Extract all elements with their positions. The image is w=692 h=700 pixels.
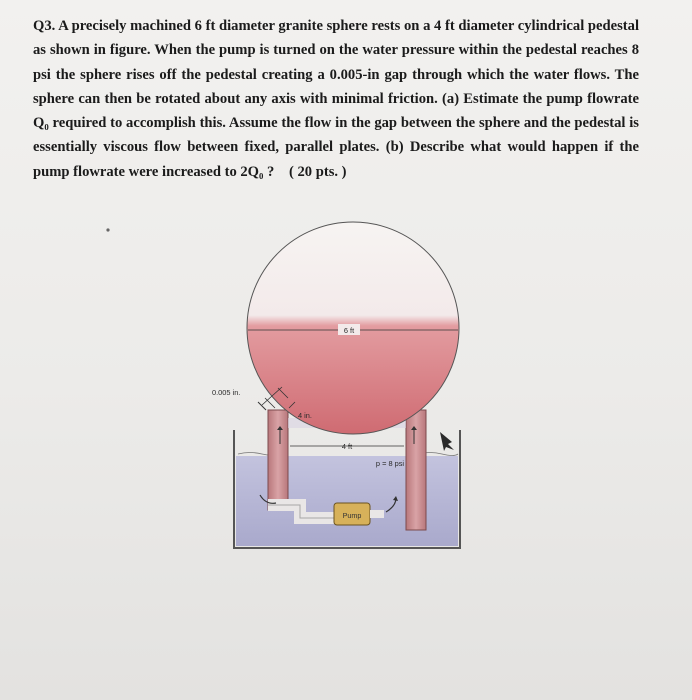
wall-thickness-label: 4 in. xyxy=(298,411,312,420)
pedestal-right-wall xyxy=(406,410,426,530)
cursor-arrow-icon xyxy=(440,432,454,451)
pedestal-left-wall xyxy=(268,410,288,510)
rotation-arrow xyxy=(440,432,454,451)
pump-label: Pump xyxy=(342,511,362,520)
gap-label: 0.005 in. xyxy=(212,388,241,397)
pressure-label: p = 8 psi xyxy=(375,459,405,468)
question-body: A precisely machined 6 ft diameter granite sphere rests on a 4 ft diameter cylindrical pedestal as shown in figure. When the pump is turned on the water pressure within the pedestal reaches 8 psi the sphere rises off the pedestal creating a 0.005-in gap through which the water flows. The sphere can then be rotated about any axis with minimal friction. (a) Estimate the pump flowrate Q₀ required to accomplish this. Assume the flow in the gap between the sphere and the pedestal is essentially viscous flow between fixed, parallel plates. (b) Describe what would happen if the pump flowrate were increased to 2Q₀ ? xyxy=(33,18,640,180)
dimension-4ft xyxy=(290,442,404,451)
question-points: ( 20 pts. ) xyxy=(288,163,347,180)
question-number: Q3. xyxy=(33,18,56,34)
stray-mark xyxy=(106,228,109,231)
pedestal-diameter-label: 4 ft xyxy=(341,442,353,451)
sphere-diameter-label: 6 ft xyxy=(343,326,355,335)
